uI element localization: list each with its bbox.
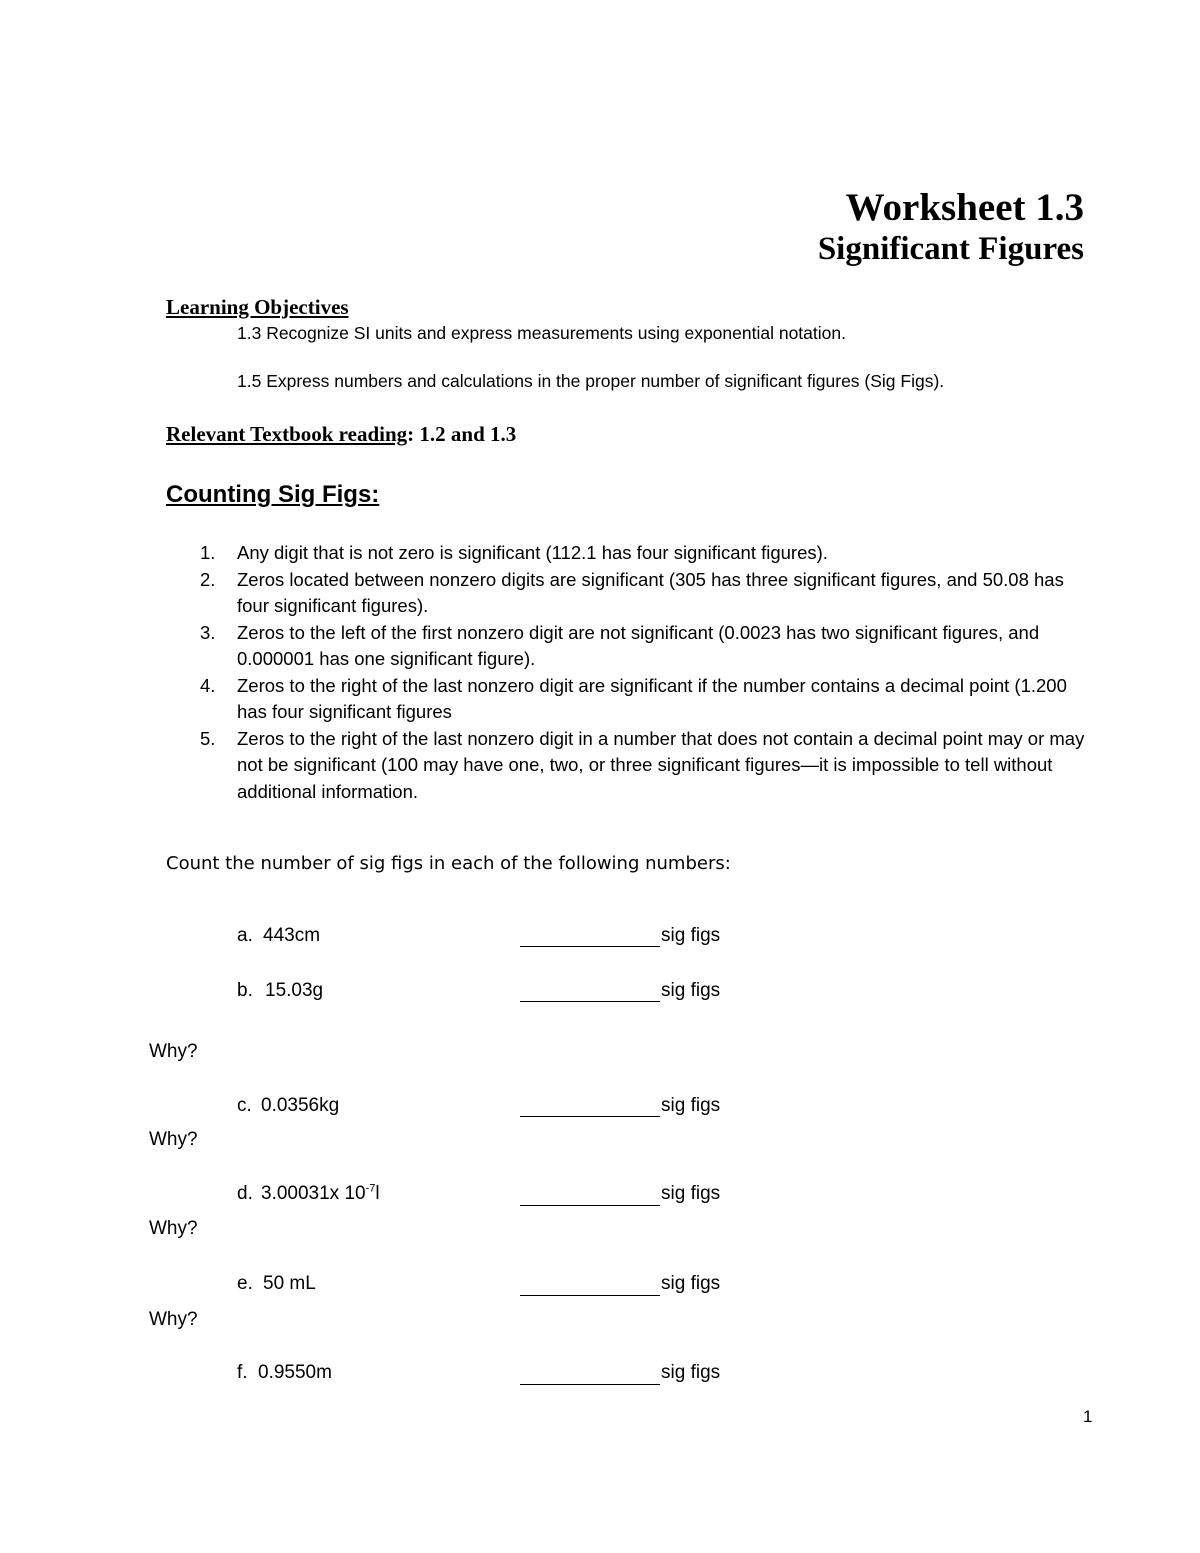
rule-number: 1.	[200, 542, 216, 563]
question-b-answer-blank[interactable]	[520, 1001, 660, 1002]
question-c-value: 0.0356kg	[261, 1095, 340, 1116]
rule-item	[166, 726, 1086, 806]
page-number: 1	[1083, 1407, 1093, 1426]
title-block	[818, 186, 1084, 268]
rule-item	[166, 620, 1086, 673]
why-label: Why?	[149, 1041, 198, 1062]
question-a-value: 443cm	[263, 925, 321, 946]
counting-sig-figs-heading: Counting Sig Figs:	[166, 481, 380, 508]
exercise-instruction: Count the number of sig figs in each of the following numbers:	[166, 853, 731, 874]
relevant-reading	[166, 422, 516, 447]
rule-text: Any digit that is not zero is significant (112.1 has four significant figures).	[237, 542, 828, 563]
rule-text: Zeros located between nonzero digits are significant (305 has three significant figures, and 50.08 has four significant figures).	[237, 568, 1064, 616]
question-b-value: 15.03g	[265, 980, 324, 1001]
rule-item	[166, 673, 1086, 726]
question-a-label: a.	[237, 925, 253, 946]
question-c-label: c.	[237, 1095, 252, 1116]
question-d-answer-blank[interactable]	[520, 1205, 660, 1206]
rule-text: Zeros to the right of the last nonzero digit in a number that does not contain a decimal point may or may not be significant (100 may have one, two, or three significant figures—it is impossible to tell without additional information.	[237, 727, 1085, 802]
question-d-suffix: sig figs	[661, 1183, 721, 1204]
rule-number: 4.	[200, 674, 216, 696]
question-d-mantissa: 3.00031x 10	[261, 1183, 366, 1204]
question-c-suffix: sig figs	[661, 1095, 721, 1116]
question-a-answer-blank[interactable]	[520, 946, 660, 947]
question-d-exponent: -7	[365, 1182, 376, 1195]
sig-fig-rules-list	[166, 540, 1086, 805]
rule-number: 3.	[200, 621, 216, 643]
question-e-answer-blank[interactable]	[520, 1295, 660, 1296]
question-b-suffix: sig figs	[661, 980, 721, 1001]
question-f-suffix: sig figs	[661, 1362, 721, 1383]
objective-1-5: 1.5 Express numbers and calculations in the proper number of significant figures (Sig Figs).	[237, 371, 945, 391]
relevant-reading-label: Relevant Textbook reading	[166, 422, 408, 446]
question-a-suffix: sig figs	[661, 925, 721, 946]
relevant-reading-colon: :	[407, 422, 415, 446]
rule-text: Zeros to the right of the last nonzero digit are significant if the number contains a decimal point (1.200 has four significant figures	[237, 674, 1067, 722]
why-label: Why?	[149, 1309, 198, 1330]
question-e-label: e.	[237, 1273, 253, 1294]
question-e-suffix: sig figs	[661, 1273, 721, 1294]
rule-item	[166, 567, 1086, 620]
objective-1-3: 1.3 Recognize SI units and express measurements using exponential notation.	[237, 323, 846, 343]
question-f-value: 0.9550m	[258, 1362, 332, 1383]
rule-item	[166, 540, 1086, 567]
worksheet-subtitle: Significant Figures	[817, 231, 1084, 267]
rule-text: Zeros to the left of the first nonzero digit are not significant (0.0023 has two significant figures, and 0.000001 has one significant figure).	[237, 621, 1040, 669]
question-e-value: 50 mL	[263, 1273, 316, 1294]
relevant-reading-value: 1.2 and 1.3	[414, 422, 517, 446]
question-b-label: b.	[237, 980, 253, 1001]
why-label: Why?	[149, 1129, 198, 1150]
question-f-answer-blank[interactable]	[520, 1384, 660, 1385]
rule-number: 2.	[200, 568, 216, 590]
question-d-value	[261, 1183, 380, 1205]
rule-number: 5.	[200, 727, 216, 749]
question-c-answer-blank[interactable]	[520, 1116, 660, 1117]
worksheet-title: Worksheet 1.3	[845, 186, 1084, 229]
question-d-unit: l	[375, 1183, 380, 1204]
question-d-label: d.	[237, 1183, 253, 1204]
learning-objectives-heading: Learning Objectives	[166, 295, 349, 319]
why-label: Why?	[149, 1218, 198, 1239]
question-f-label: f.	[237, 1362, 248, 1383]
